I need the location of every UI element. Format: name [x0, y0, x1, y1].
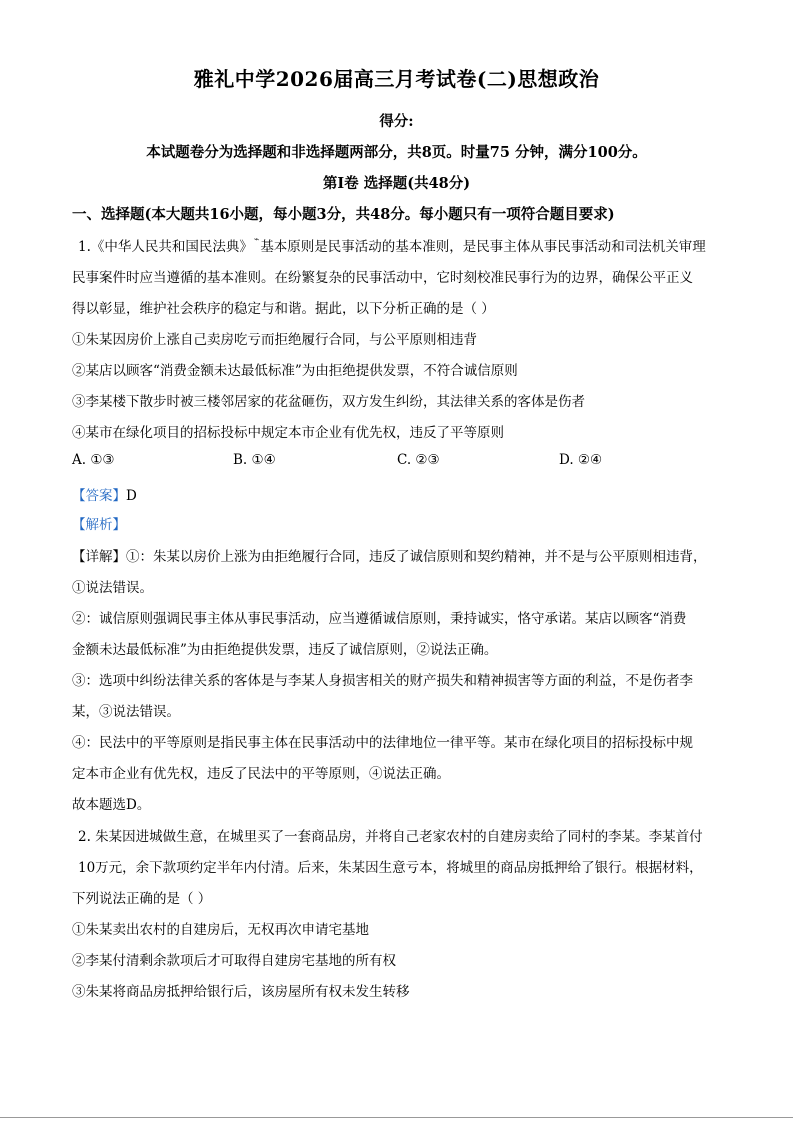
- q1-detail-2: ①说法错误。: [72, 580, 153, 596]
- q1-item-2: ②某店以顾客“消费金额未达最低标准”为由拒绝提供发票，不符合诚信原则: [72, 363, 518, 379]
- q2-stem-line-2: 10万元，余下款项约定半年内付清。后来，朱某因生意亏本，将城里的商品房抵押给了银行。根据材料，: [78, 860, 703, 876]
- page-bottom-divider: [0, 1117, 793, 1118]
- q2-item-3: ③朱某将商品房抵押给银行后，该房屋所有权未发生转移: [72, 984, 410, 1000]
- q1-item-3: ③李某楼下散步时被三楼邻居家的花盆砸伤，双方发生纠纷，其法律关系的客体是伤者: [72, 394, 585, 410]
- q1-stem-1a: 1.《中华人民共和国民法典》: [78, 239, 253, 255]
- q1-detail-7: ④：民法中的平等原则是指民事主体在民事活动中的法律地位一律平等。某市在绿化项目的招标投标中规: [72, 735, 693, 751]
- q1-option-b: B. ①④: [233, 452, 276, 468]
- q1-option-a: A. ①③: [72, 452, 115, 468]
- score-label: 得分:: [379, 113, 414, 130]
- q1-detail-1: 【详解】①：朱某以房价上涨为由拒绝履行合同，违反了诚信原则和契约精神，并不是与公平原则相违背，: [72, 549, 707, 565]
- exam-instructions: 本试题卷分为选择题和非选择题两部分，共8页。时量75 分钟，满分100分。: [146, 144, 647, 161]
- q2-stem-line-3: 下列说法正确的是（ ）: [72, 891, 212, 907]
- q1-detail-8: 定本市企业有优先权，违反了民法中的平等原则，④说法正确。: [72, 766, 450, 782]
- q1-stem-line-3: 得以彰显，维护社会秩序的稳定与和谐。据此，以下分析正确的是（ ）: [72, 301, 495, 317]
- q1-item-1: ①朱某因房价上涨自己卖房吃亏而拒绝履行合同，与公平原则相违背: [72, 332, 477, 348]
- q1-option-d: D. ②④: [559, 452, 603, 468]
- answer-label: 【答案】: [72, 488, 126, 504]
- q1-detail-5: ③：选项中纠纷法律关系的客体是与李某人身损害相关的财产损失和精神损害等方面的利益，不是伤者李: [72, 673, 693, 689]
- q1-answer: [72, 484, 137, 504]
- footnote-icon: ⌁: [253, 235, 260, 245]
- q1-stem-1b: 基本原则是民事活动的基本准则，是民事主体从事民事活动和司法机关审理: [260, 239, 706, 255]
- exam-title: 雅礼中学2026届高三月考试卷(二)思想政治: [193, 67, 600, 91]
- q1-detail-3: ②：诚信原则强调民事主体从事民事活动，应当遵循诚信原则，秉持诚实，恪守承诺。某店以顾客“消费: [72, 611, 687, 627]
- q1-detail-4: 金额未达最低标准”为由拒绝提供发票，违反了诚信原则，②说法正确。: [72, 642, 498, 658]
- q1-stem-line-2: 民事案件时应当遵循的基本准则。在纷繁复杂的民事活动中，它时刻校准民事行为的边界，确保公平正义: [72, 270, 693, 286]
- q2-stem-line-1: 2. 朱某因进城做生意，在城里买了一套商品房，并将自己老家农村的自建房卖给了同村的李某。李某首付: [78, 829, 703, 845]
- analysis-label: 【解析】: [72, 517, 126, 533]
- q1-option-c: C. ②③: [397, 452, 440, 468]
- q1-detail-6: 某，③说法错误。: [72, 704, 180, 720]
- q2-item-2: ②李某付清剩余款项后才可取得自建房宅基地的所有权: [72, 953, 396, 969]
- answer-value: D: [126, 488, 137, 504]
- q1-stem-line-1: [78, 235, 706, 255]
- q1-item-4: ④某市在绿化项目的招标投标中规定本市企业有优先权，违反了平等原则: [72, 425, 504, 441]
- section-title: 一、选择题(本大题共16小题，每小题3分，共48分。每小题只有一项符合题目要求): [72, 206, 615, 223]
- q2-item-1: ①朱某卖出农村的自建房后，无权再次申请宅基地: [72, 922, 369, 938]
- part-title: 第Ⅰ卷 选择题(共48分): [322, 175, 471, 192]
- q1-conclusion: 故本题选D。: [72, 797, 151, 813]
